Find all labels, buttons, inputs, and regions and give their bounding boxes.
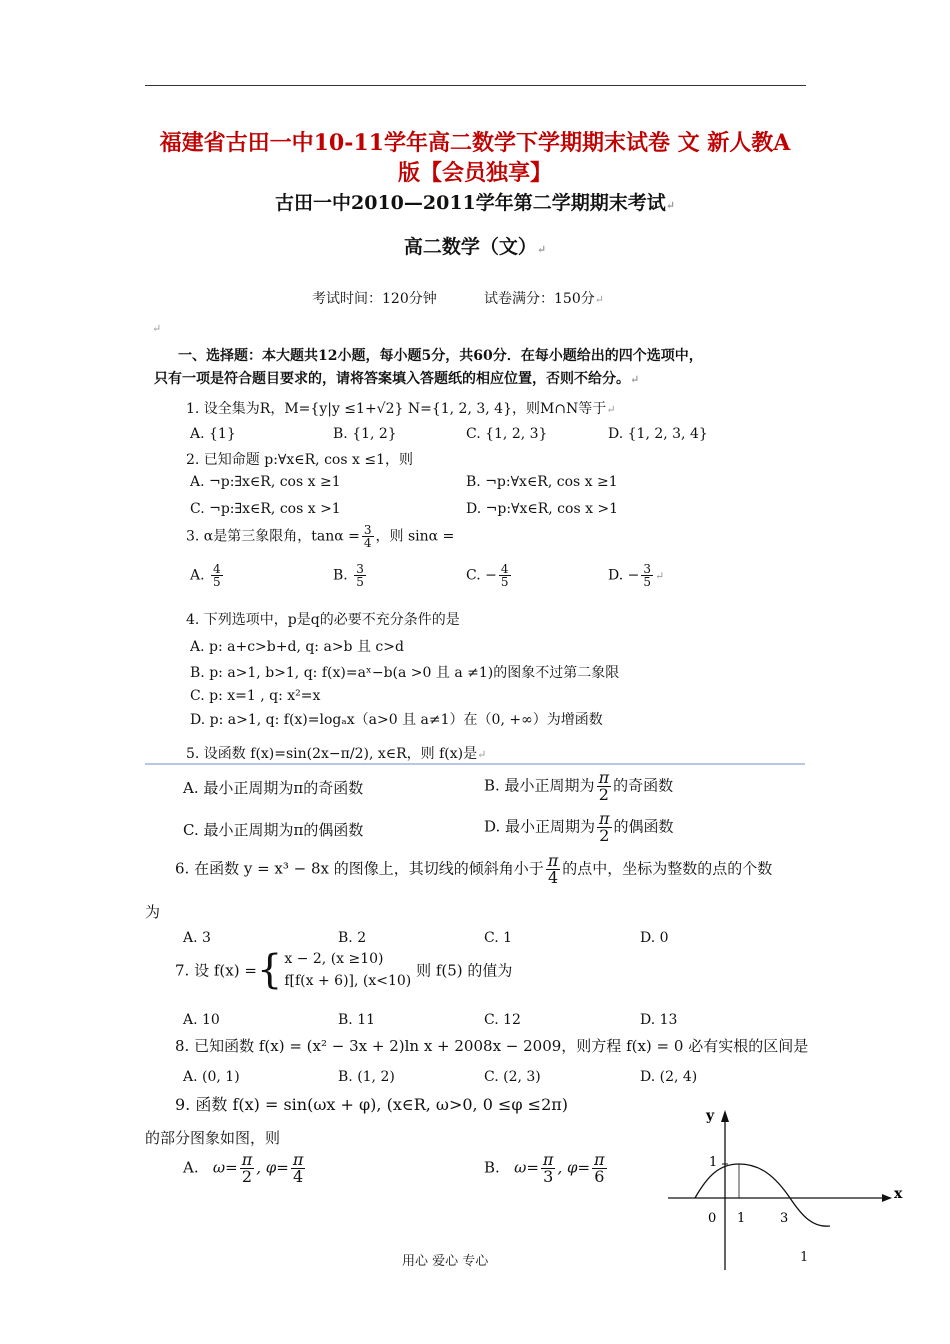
q6-option-c: C. 1 — [484, 930, 513, 946]
q2-option-d: D. ¬p:∀x∈R, cos x >1 — [466, 501, 619, 517]
q3-option-a: A. $\frac{4}{5}$ — [190, 562, 221, 589]
x-tick-3-label: 3 — [780, 1211, 789, 1226]
q7-option-a: A. 10 — [183, 1012, 220, 1028]
q8-stem: 8. 已知函数 f(x) = (x² − 3x + 2)ln x + 2008x − 2009，则方程 f(x) = 0 必有实根的区间是 — [175, 1037, 809, 1055]
q2-option-c: C. ¬p:∃x∈R, cos x >1 — [190, 501, 341, 517]
q1-option-d: D. {1, 2, 3, 4} — [608, 426, 708, 442]
q1-option-a: A. {1} — [190, 426, 236, 442]
q5-option-c: C. 最小正周期为π的偶函数 — [183, 821, 364, 839]
q4-option-d: D. p: a>1, q: f(x)=logₐx（a>0 且 a≠1）在（0, +∞）为增函数 — [190, 712, 603, 728]
q9-stem-continued: 的部分图象如图，则 — [145, 1129, 281, 1147]
q8-option-a: A. (0, 1) — [183, 1069, 240, 1085]
q5-stem: 5. 设函数 f(x)=sin(2x−π/2), x∈R，则 f(x)是↵ — [186, 746, 487, 762]
header-rule — [145, 85, 806, 86]
y-axis-label: y — [706, 1108, 715, 1124]
q5-option-a: A. 最小正周期为π的奇函数 — [183, 779, 364, 797]
q3-stem: 3. α是第三象限角，tanα = $\frac{3}{4}$ ，则 sinα = — [186, 523, 455, 550]
page-number: 1 — [800, 1250, 809, 1265]
q9-option-a: A. ω= $\frac{\pi}{2}$ , φ= $\frac{\pi}{4}$ — [183, 1150, 304, 1186]
q7-option-b: B. 11 — [338, 1012, 376, 1028]
q8-option-b: B. (1, 2) — [338, 1069, 395, 1085]
section1-instruction-line1: 一、选择题：本大题共12小题，每小题5分，共60分．在每小题给出的四个选项中， — [178, 348, 703, 364]
q2-option-a: A. ¬p:∃x∈R, cos x ≥1 — [190, 474, 341, 490]
q2-stem: 2. 已知命题 p:∀x∈R, cos x ≤1，则 — [186, 452, 413, 468]
school-exam-title: 古田一中2010—2011学年第二学期期末考试↵ — [275, 192, 675, 214]
x-axis-arrow — [882, 1194, 892, 1202]
q1-option-b: B. {1, 2} — [333, 426, 397, 442]
q6-stem-continued: 为 — [145, 903, 161, 921]
q3-option-c: C. − $\frac{4}{5}$ — [466, 562, 509, 589]
q9-stem: 9. 函数 f(x) = sin(ωx + φ), (x∈R, ω>0, 0 ≤φ ≤2π) — [175, 1095, 569, 1114]
q1-option-c: C. {1, 2, 3} — [466, 426, 548, 442]
q9-option-b: B. ω= $\frac{\pi}{3}$ , φ= $\frac{\pi}{6}$ — [484, 1150, 605, 1186]
q6-stem: 6. 在函数 y = x³ − 8x 的图像上，其切线的倾斜角小于 $\frac{\pi}{4}$ 的点中，坐标为整数的点的个数 — [175, 851, 773, 887]
origin-label: 0 — [708, 1211, 717, 1226]
q2-option-b: B. ¬p:∀x∈R, cos x ≥1 — [466, 474, 618, 490]
q4-option-b: B. p: a>1, b>1, q: f(x)=aˣ−b(a >0 且 a ≠1)的图象不过第二象限 — [190, 665, 620, 681]
q4-option-c: C. p: x=1 , q: x²=x — [190, 688, 321, 704]
q7-option-c: C. 12 — [484, 1012, 521, 1028]
document-title-line2: 版【会员独享】 — [397, 160, 552, 186]
exam-time: 考试时间：120分钟 — [312, 291, 437, 307]
q6-option-b: B. 2 — [338, 930, 367, 946]
q3-option-d: D. − $\frac{3}{5}$ ↵ — [608, 562, 665, 589]
q5-option-b: B. 最小正周期为 $\frac{\pi}{2}$ 的奇函数 — [484, 768, 674, 804]
x-tick-1-label: 1 — [737, 1211, 746, 1226]
x-axis-label: x — [894, 1186, 903, 1202]
full-score: 试卷满分：150分↵ — [484, 291, 604, 307]
subject-title: 高二数学（文）↵ — [403, 236, 547, 258]
q8-option-d: D. (2, 4) — [640, 1069, 698, 1085]
q1-stem: 1. 设全集为R，M={y|y ≤1+√2} N={1, 2, 3, 4}，则M∩N等于↵ — [186, 401, 616, 417]
q6-option-a: A. 3 — [183, 930, 211, 946]
section1-instruction-line2: 只有一项是符合题目要求的，请将答案填入答题纸的相应位置，否则不给分。↵ — [154, 371, 640, 387]
q7-stem: 7. 设 f(x) ={ x − 2, (x ≥10) f[f(x + 6)], (x<10) 则 f(5) 的值为 — [175, 947, 513, 993]
paragraph-mark: ↵ — [152, 322, 162, 335]
q3-option-b: B. $\frac{3}{5}$ — [333, 562, 364, 589]
page-join-separator — [145, 763, 805, 765]
q4-option-a: A. p: a+c>b+d, q: a>b 且 c>d — [190, 639, 404, 655]
q9-sine-graph — [660, 1100, 920, 1275]
q4-stem: 4. 下列选项中，p是q的必要不充分条件的是 — [186, 612, 460, 628]
y-axis-arrow — [721, 1110, 729, 1122]
document-title-line1: 福建省古田一中10-11学年高二数学下学期期末试卷 文 新人教A — [159, 130, 791, 156]
q6-option-d: D. 0 — [640, 930, 669, 946]
q8-option-c: C. (2, 3) — [484, 1069, 541, 1085]
q5-option-d: D. 最小正周期为 $\frac{\pi}{2}$ 的偶函数 — [484, 809, 674, 845]
footer-slogan: 用心 爱心 专心 — [402, 1254, 489, 1269]
q7-option-d: D. 13 — [640, 1012, 678, 1028]
y-tick-1-label: 1 — [709, 1155, 718, 1170]
